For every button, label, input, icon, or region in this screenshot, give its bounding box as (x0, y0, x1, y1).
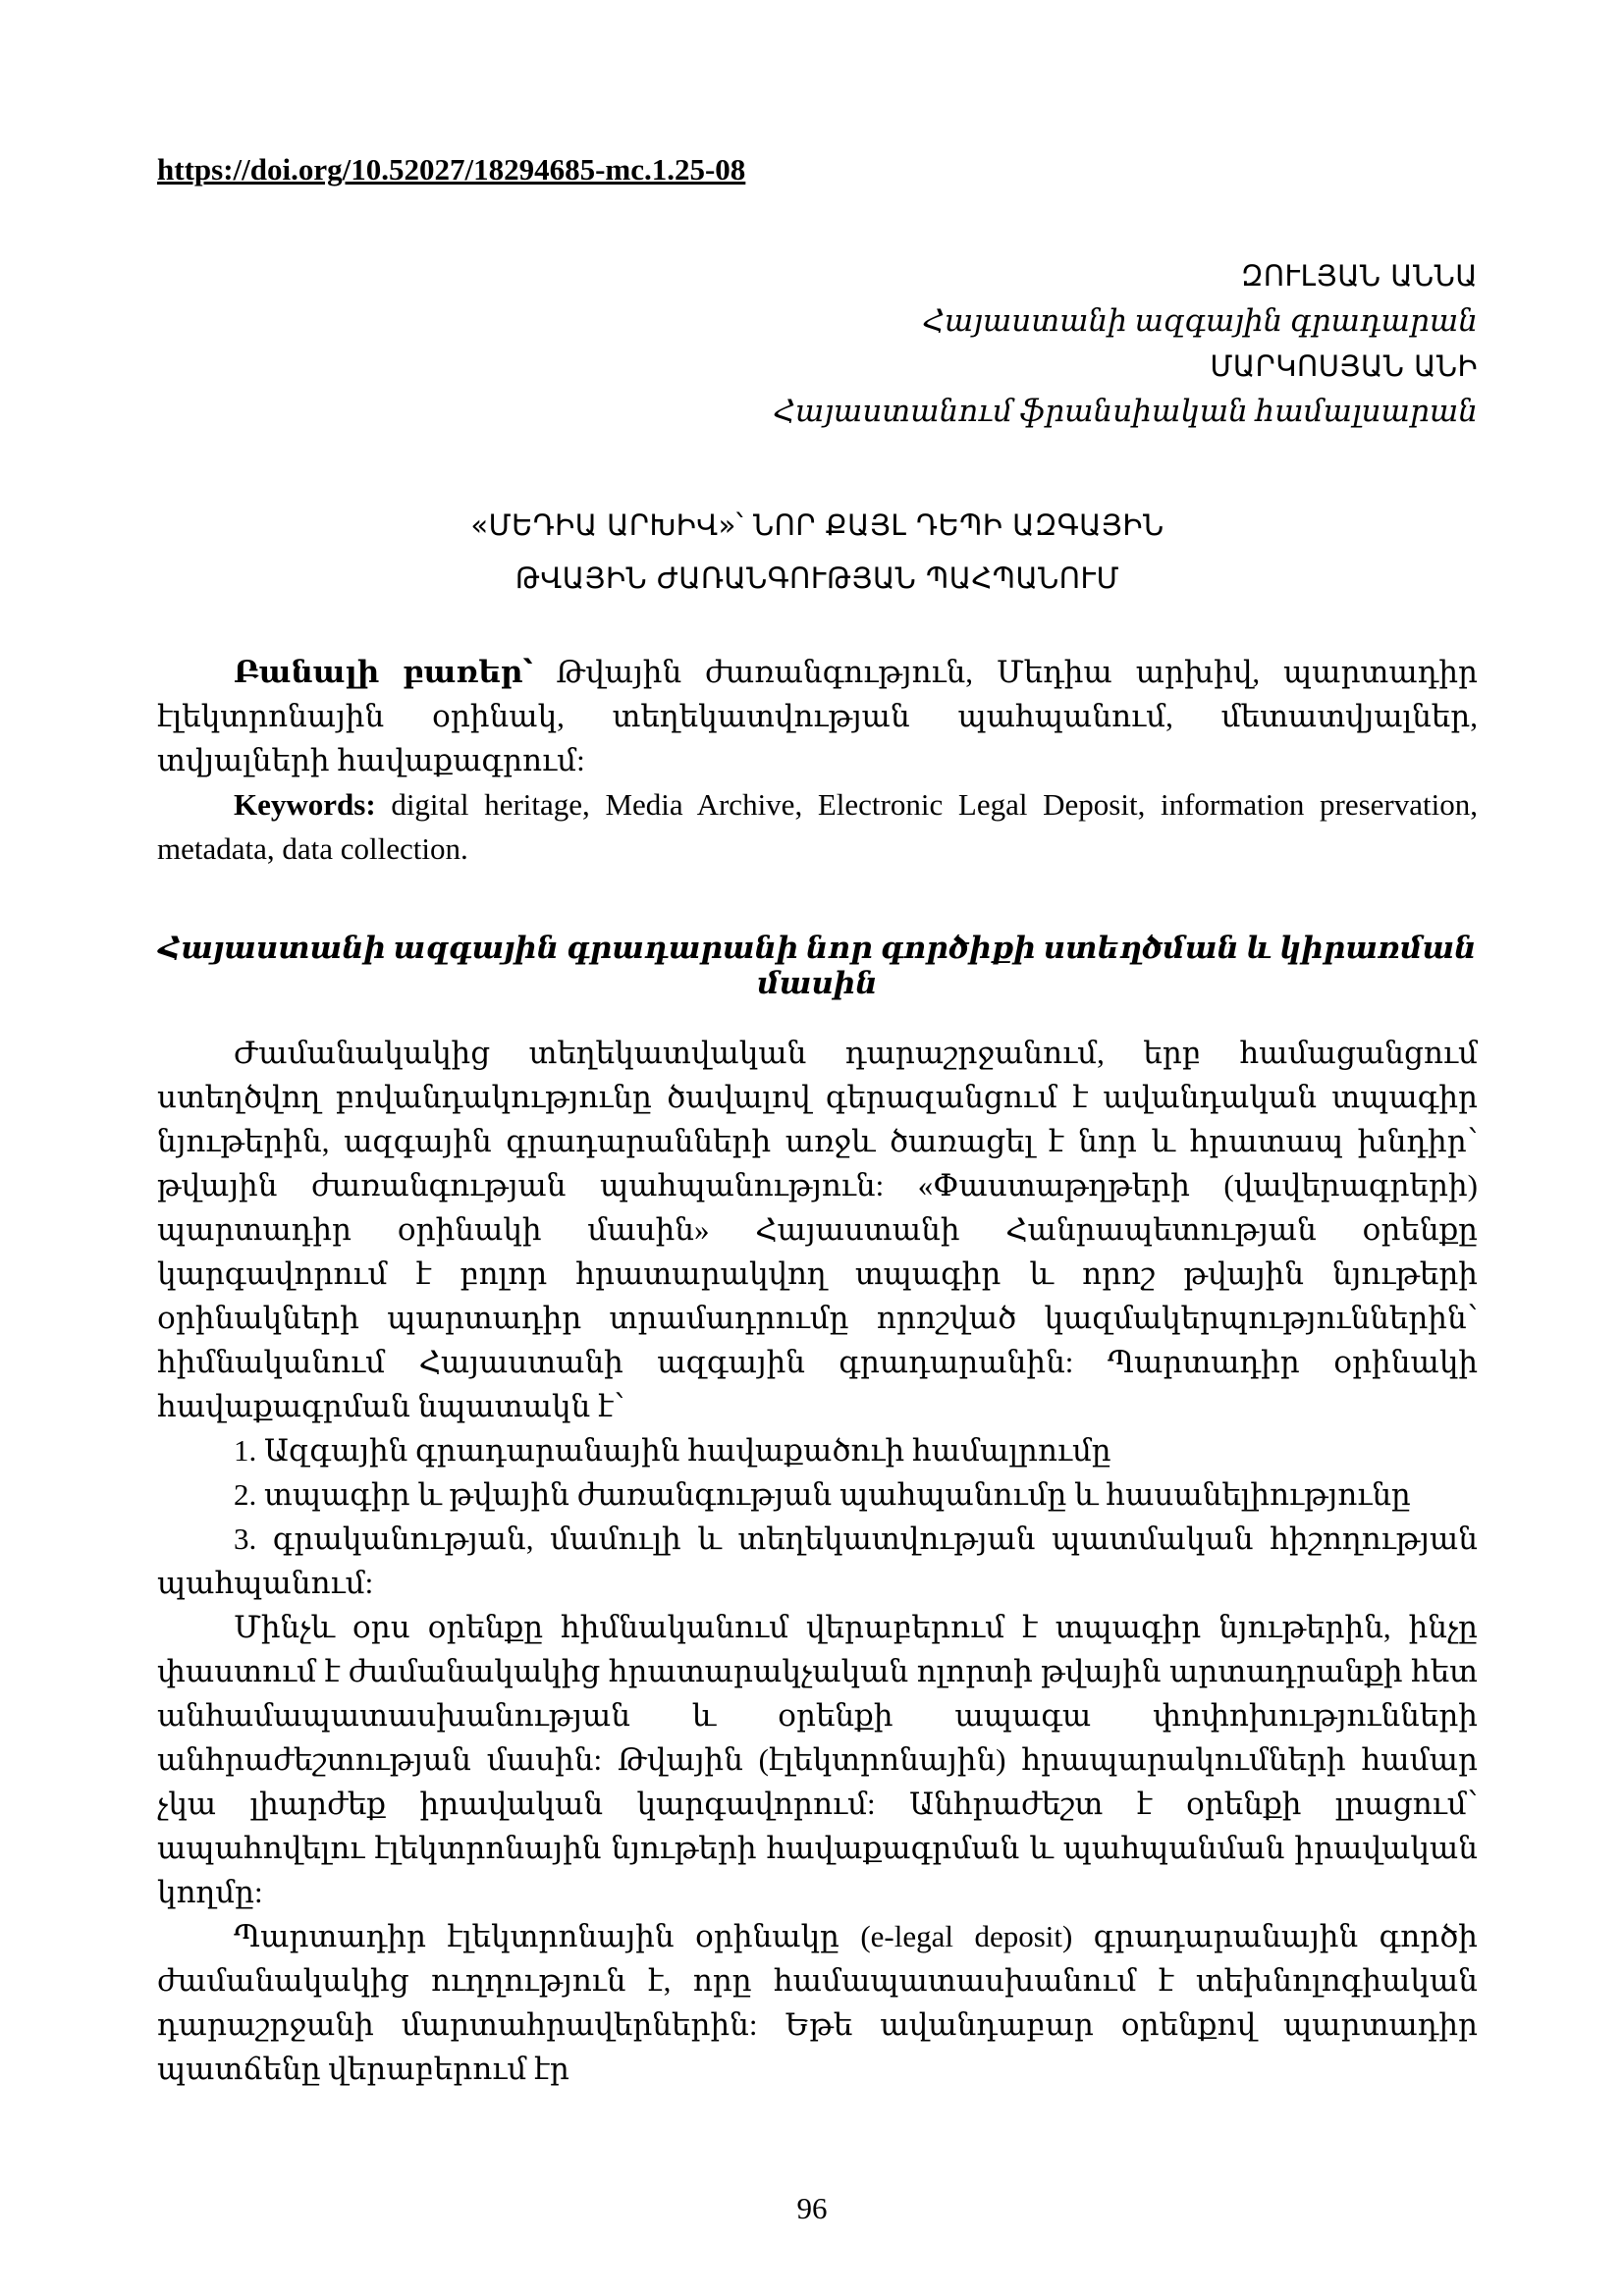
keywords-text: Թվային ժառանգություն, Մեդիա արխիվ, պարտադիր էլեկտրոնային օրինակ, տեղեկատվության պահպանում, մետատվյալներ, տվյալների հավաքագրում: (157, 655, 1478, 777)
title-line: ԹՎԱՅԻՆ ԺԱՌԱՆԳՈՒԹՅԱՆ ՊԱՀՊԱՆՈՒՄ (514, 561, 1120, 595)
paragraph: Մինչև օրս օրենքը հիմնականում վերաբերում է տպագիր նյութերին, ինչը փաստում է ժամանակակից հրատարակչական ոլորտի թվային արտադրանքի հետ անհամապատասխանության և օրենքի ապագա փոփոխությունների անհրաժեշտության մասին: Թվային (էլեկտրոնային) հրապարակումների համար չկա լիարժեք իրավական կարգավորում: Անհրաժեշտ է օրենքի լրացում՝ ապահովելու էլեկտրոնային նյութերի հավաքագրման և պահպանման իրավական կողմը: (157, 1610, 1478, 1909)
list-item: 3. գրականության, մամուլի և տեղեկատվության պատմական հիշողության պահպանում: (157, 1522, 1478, 1600)
keywords-label: Բանալի բառեր՝ (234, 655, 533, 689)
keywords-armenian (157, 650, 1478, 782)
keywords-english (157, 782, 1478, 871)
body-text (157, 1031, 1478, 2091)
author-affiliation: Հայաստանի ազգային գրադարան (922, 303, 1478, 338)
author-name: ՄԱՐԿՈՍՅԱՆ ԱՆԻ (1210, 349, 1478, 383)
paper-title (157, 499, 1478, 605)
section-heading: Հայաստանի ազգային գրադարանի նոր գործիքի ստեղծման և կիրառման մասին (158, 931, 1477, 1000)
keywords-label: Keywords: (234, 787, 376, 822)
keywords-block (157, 650, 1478, 871)
author-block (774, 253, 1478, 434)
list-item: 1. Ազգային գրադարանային հավաքածուի համալրումը (234, 1433, 1111, 1468)
doi-link[interactable]: https://doi.org/10.52027/18294685-mc.1.25-08 (157, 152, 746, 187)
paragraph: Պարտադիր էլեկտրոնային օրինակը (e-legal deposit) գրադարանային գործի ժամանակակից ուղղություն է, որը համապատասխանում է տեխնոլոգիական դարաշրջանի մարտահրավերներին: Եթե ավանդաբար օրենքով պարտադիր պատճենը վերաբերում էր (157, 1919, 1478, 2086)
page-number: 96 (796, 2191, 828, 2225)
author-name: ԶՈՒԼՅԱՆ ԱՆՆԱ (1240, 259, 1478, 293)
list-item: 2. տպագիր և թվային ժառանգության պահպանումը և հասանելիությունը (234, 1477, 1411, 1512)
paragraph: Ժամանակակից տեղեկատվական դարաշրջանում, երբ համացանցում ստեղծվող բովանդակությունը ծավալով գերազանցում է ավանդական տպագիր նյութերին, ազգային գրադարանների առջև ծառացել է նոր և հրատապ խնդիր՝ թվային ժառանգության պահպանություն: «Փաստաթղթերի (վավերագրերի) պարտադիր օրինակի մասին» Հայաստանի Հանրապետության օրենքը կարգավորում է բոլոր հրատարակվող տպագիր և որոշ թվային նյութերի օրինակների պարտադիր տրամադրումը որոշված կազմակերպություններին՝ հիմնականում Հայաստանի ազգային գրադարանին: Պարտադիր օրինակի հավաքագրման նպատակն է՝ (157, 1036, 1478, 1423)
title-line: «ՄԵԴԻԱ ԱՐԽԻՎ»՝ ՆՈՐ ՔԱՅԼ ԴԵՊԻ ԱԶԳԱՅԻՆ (470, 508, 1164, 542)
author-affiliation: Հայաստանում ֆրանսիական համալսարան (773, 394, 1478, 428)
keywords-text: digital heritage, Media Archive, Electronic Legal Deposit, information preservation, metadata, data collection. (157, 787, 1478, 866)
